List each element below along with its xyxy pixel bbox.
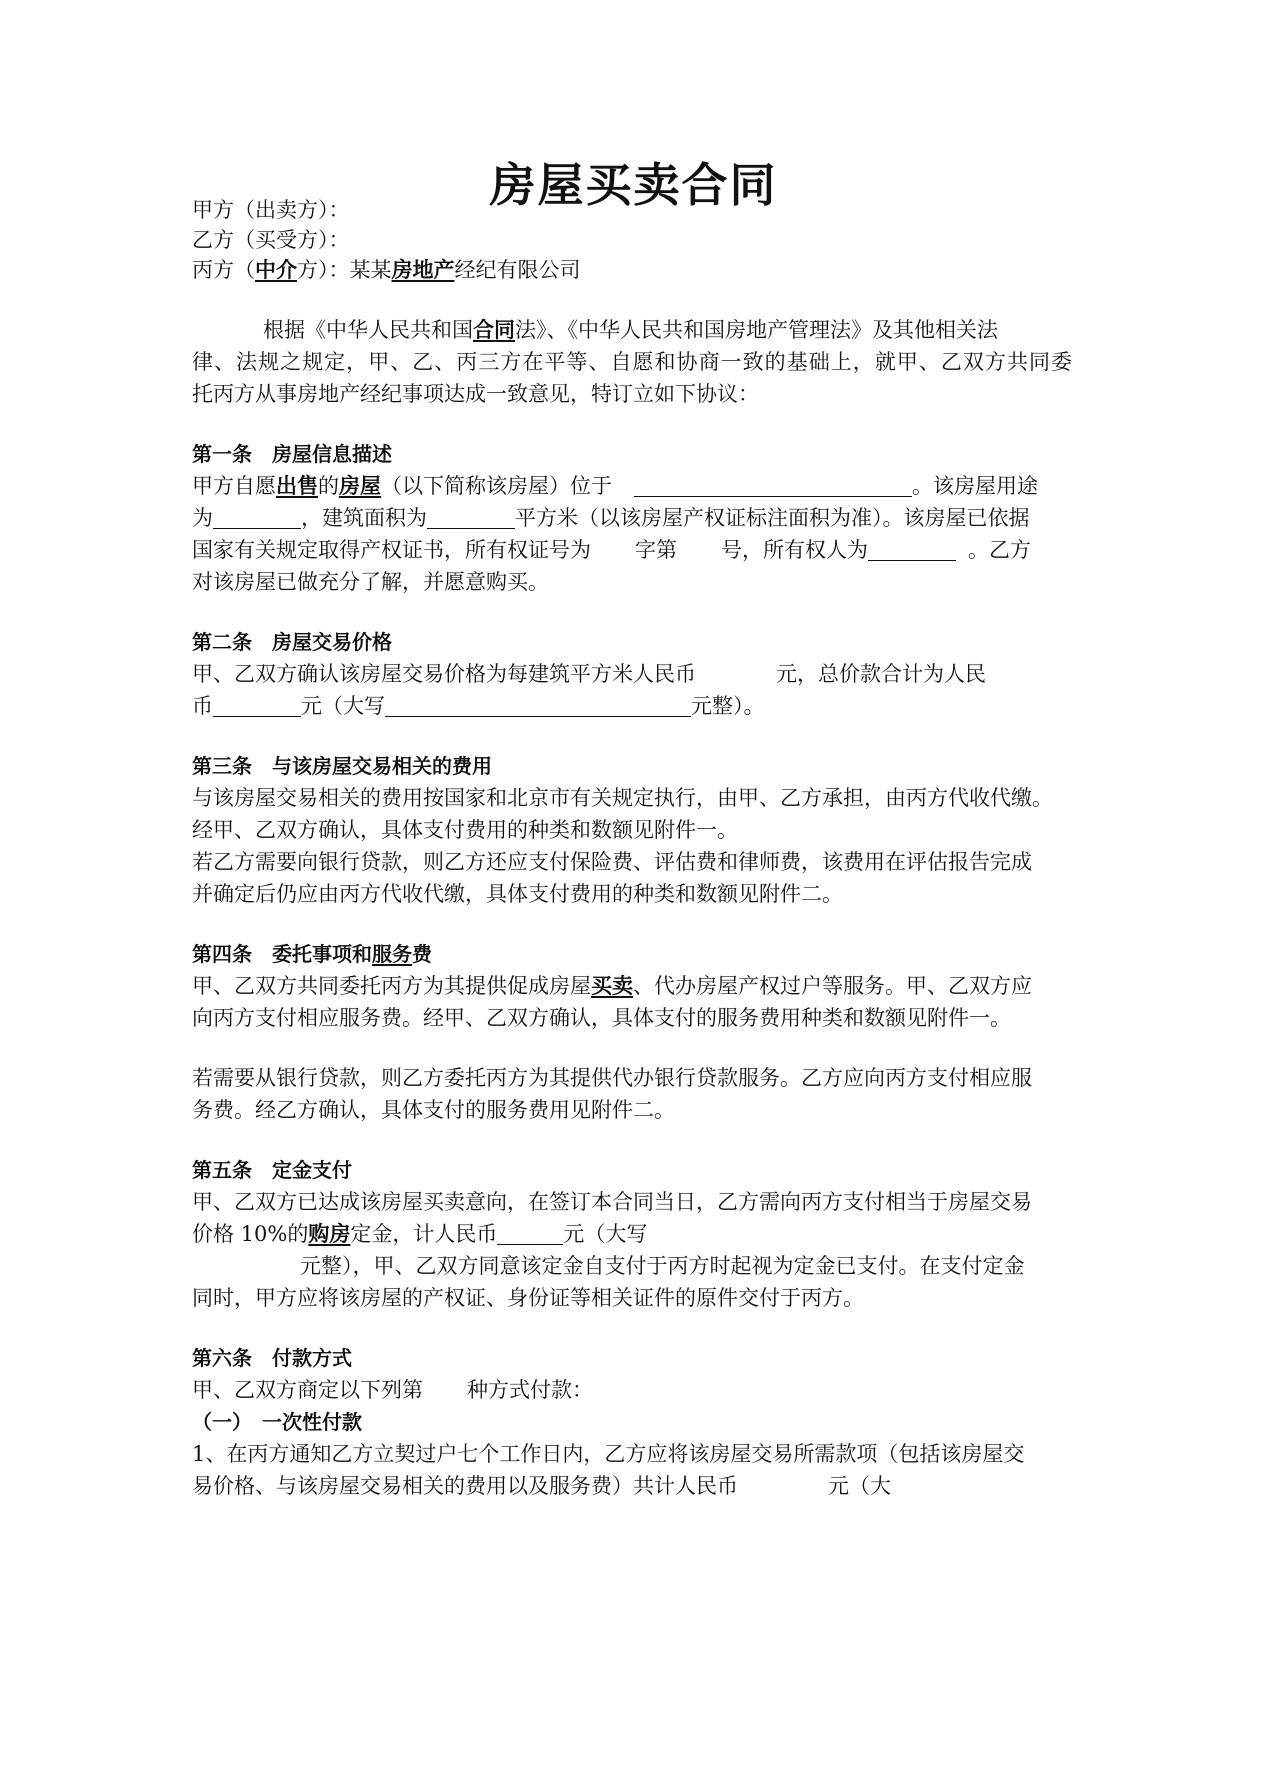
art2-text: 元，总价款合计为人民 xyxy=(776,662,986,686)
location-blank[interactable] xyxy=(634,474,912,497)
art5-text: 定金，计人民币 xyxy=(350,1222,498,1246)
article-4-line-2: 向丙方支付相应服务费。经甲、乙双方确认，具体支付的服务费用种类和数额见附件一。 xyxy=(192,1006,1011,1030)
article-5-line-3: 元整），甲、乙双方同意该定金自支付于丙方时起视为定金已支付。在支付定金 xyxy=(300,1254,1025,1278)
art1-underlined: 出售 xyxy=(276,473,318,498)
art1-text: 号，所有权人为 xyxy=(721,538,868,562)
art2-text: 元整）。 xyxy=(691,694,765,718)
total-price-blank[interactable] xyxy=(213,694,301,717)
art1-text: 平方米（以该房屋产权证标注面积为准）。该房屋已依据 xyxy=(515,506,1030,530)
art1-text: （以下简称该房屋）位于 xyxy=(381,474,612,498)
article-4-heading xyxy=(192,938,1072,970)
art1-text: 为 xyxy=(192,506,213,530)
article-4-line-1 xyxy=(192,970,1072,1002)
area-blank[interactable] xyxy=(427,506,515,529)
art2-text: 甲、乙双方确认该房屋交易价格为每建筑平方米人民币 xyxy=(192,662,696,686)
article-4-line-4: 务费。经乙方确认，具体支付的服务费用见附件二。 xyxy=(192,1098,675,1122)
art6-text: 易价格、与该房屋交易相关的费用以及服务费）共计人民币 xyxy=(192,1474,738,1498)
party-c-underlined: 中介 xyxy=(255,257,297,282)
intro-text: 法》、《中华人民共和国房地产管理法》及其他相关法 xyxy=(515,318,998,342)
owner-blank[interactable] xyxy=(868,538,956,561)
art6-text: 元（大 xyxy=(828,1474,891,1498)
art2-text: 元（大写 xyxy=(301,694,385,718)
document-title: 房屋买卖合同 xyxy=(489,158,778,212)
deposit-blank[interactable] xyxy=(497,1222,563,1245)
art5-underlined: 购房 xyxy=(308,1221,351,1246)
article-1-heading: 第一条 房屋信息描述 xyxy=(192,442,392,466)
article-5-heading: 第五条 定金支付 xyxy=(192,1158,352,1182)
article-3-heading: 第三条 与该房屋交易相关的费用 xyxy=(192,754,492,778)
intro-underlined: 合同 xyxy=(473,317,515,342)
article-6-line-3 xyxy=(192,1470,1072,1502)
article-3-line-3: 若乙方需要向银行贷款，则乙方还应支付保险费、评估费和律师费，该费用在评估报告完成 xyxy=(192,850,1032,874)
intro-line-2: 律、法规之规定，甲、乙、丙三方在平等、自愿和协商一致的基础上，就甲、乙双方共同委 xyxy=(192,350,1072,374)
party-c-text: 方）：某某 xyxy=(297,258,392,282)
article-1-line-2 xyxy=(192,502,1072,534)
article-2-heading: 第二条 房屋交易价格 xyxy=(192,630,392,654)
intro-text: 根据《中华人民共和国 xyxy=(263,318,473,342)
art1-text: 。该房屋用途 xyxy=(912,474,1038,498)
art5-text: 元（大写 xyxy=(563,1222,648,1246)
art1-text: ，建筑面积为 xyxy=(301,506,427,530)
art4-head-underlined: 服务 xyxy=(372,942,412,966)
art6-text: 种方式付款： xyxy=(467,1378,593,1402)
article-6-line-1 xyxy=(192,1374,1072,1406)
article-3-line-4: 并确定后仍应由丙方代收代缴，具体支付费用的种类和数额见附件二。 xyxy=(192,882,843,906)
art1-text: 的 xyxy=(318,474,339,498)
art4-head-text: 第四条 委托事项和 xyxy=(192,942,372,966)
art4-head-text: 费 xyxy=(412,942,432,966)
art1-text: 字第 xyxy=(635,538,677,562)
party-c-underlined: 房地产 xyxy=(391,257,455,282)
article-6-subheading: （一） 一次性付款 xyxy=(192,1410,362,1434)
art1-underlined: 房屋 xyxy=(339,473,381,498)
article-5-line-1: 甲、乙双方已达成该房屋买卖意向，在签订本合同当日，乙方需向丙方支付相当于房屋交易 xyxy=(192,1190,1032,1214)
party-c-line xyxy=(192,254,1072,286)
article-2-line-1 xyxy=(192,658,1072,690)
article-5-line-4: 同时，甲方应将该房屋的产权证、身份证等相关证件的原件交付于丙方。 xyxy=(192,1286,864,1310)
art6-text: 甲、乙双方商定以下列第 xyxy=(192,1378,423,1402)
article-1-line-3 xyxy=(192,534,1072,566)
art2-text: 币 xyxy=(192,694,213,718)
party-a-label: 甲方（出卖方）： xyxy=(192,198,350,222)
art1-text: 国家有关规定取得产权证书，所有权证号为 xyxy=(192,538,591,562)
article-2-line-2 xyxy=(192,690,1072,722)
art1-text: 。乙方 xyxy=(968,538,1031,562)
intro-line-1 xyxy=(263,314,1071,346)
party-a-line xyxy=(192,194,1072,226)
usage-blank[interactable] xyxy=(213,506,301,529)
art4-underlined: 买卖 xyxy=(591,973,633,998)
article-6-line-2: 1、在丙方通知乙方立契过户七个工作日内，乙方应将该房屋交易所需款项（包括该房屋交 xyxy=(192,1442,1025,1466)
article-1-line-1 xyxy=(192,470,1072,502)
article-3-line-1: 与该房屋交易相关的费用按国家和北京市有关规定执行，由甲、乙方承担，由丙方代收代缴。 xyxy=(192,786,1053,810)
art4-text: 甲、乙双方共同委托丙方为其提供促成房屋 xyxy=(192,974,591,998)
art1-text: 甲方自愿 xyxy=(192,474,276,498)
party-b-label: 乙方（买受方）： xyxy=(192,228,350,252)
total-price-words-blank[interactable] xyxy=(385,694,691,717)
article-6-heading: 第六条 付款方式 xyxy=(192,1346,352,1370)
party-b-line xyxy=(192,224,1072,256)
article-5-line-2 xyxy=(192,1218,1072,1250)
article-4-line-3: 若需要从银行贷款，则乙方委托丙方为其提供代办银行贷款服务。乙方应向丙方支付相应服 xyxy=(192,1066,1032,1090)
art4-text: 、代办房屋产权过户等服务。甲、乙双方应 xyxy=(633,974,1032,998)
party-c-text: 丙方（ xyxy=(192,258,255,282)
intro-line-3: 托丙方从事房地产经纪事项达成一致意见，特订立如下协议： xyxy=(192,382,759,406)
art5-text: 价格 10%的 xyxy=(192,1222,309,1246)
article-3-line-2: 经甲、乙双方确认，具体支付费用的种类和数额见附件一。 xyxy=(192,818,738,842)
party-c-text: 经纪有限公司 xyxy=(454,258,581,282)
article-1-line-4: 对该房屋已做充分了解，并愿意购买。 xyxy=(192,570,549,594)
